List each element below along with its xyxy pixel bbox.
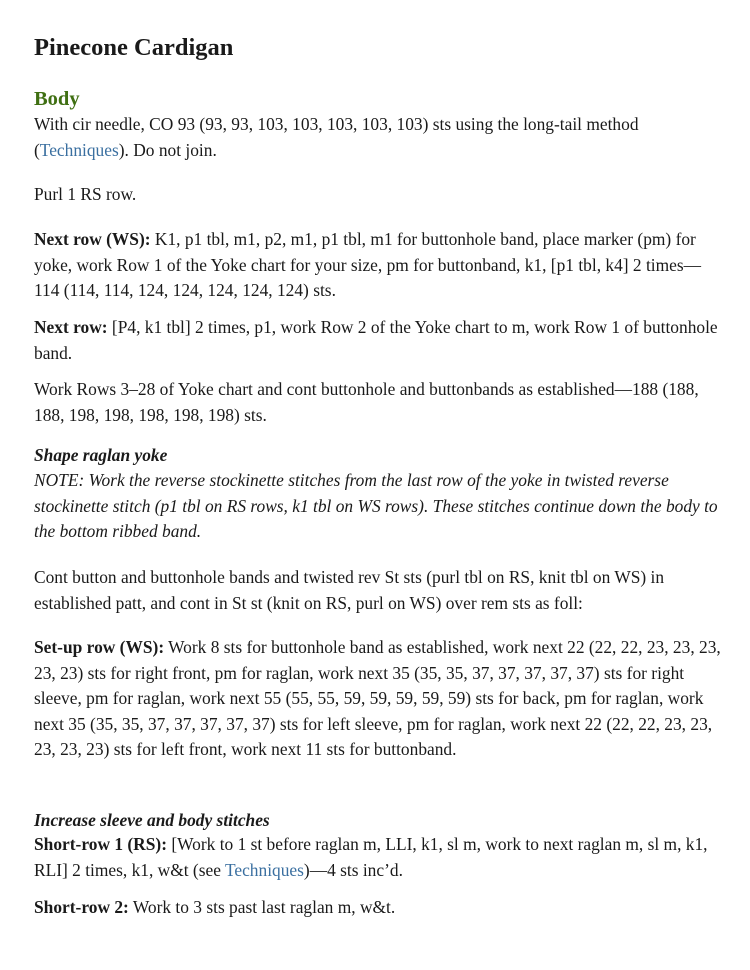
raglan-heading: Shape raglan yoke	[34, 445, 168, 465]
raglan-note: NOTE: Work the reverse stockinette stitches from the last row of the yoke in twisted reverse stockinette stitch (p1 tbl on RS rows, k1 tbl on WS rows). These stitches continue down the body to the bottom ribbed band.	[34, 470, 718, 542]
next-row-label: Next row:	[34, 317, 108, 337]
next-row-text: [P4, k1 tbl] 2 times, p1, work Row 2 of the Yoke chart to m, work Row 1 of buttonhole band.	[34, 317, 718, 363]
cast-on-text: With cir needle, CO 93 (93, 93, 103, 103, 103, 103, 103) sts using the long-tail method (	[34, 114, 639, 160]
page-title: Pinecone Cardigan	[34, 34, 234, 61]
cast-on-text-end: ). Do not join.	[118, 139, 217, 160]
short-row-1-text-end: )—4 sts inc’d.	[303, 859, 403, 880]
work-rows-paragraph: Work Rows 3–28 of Yoke chart and cont buttonhole and buttonbands as established—188 (188, 188, 198, 198, 198, 198, 198) sts.	[34, 379, 699, 425]
techniques-link[interactable]: Techniques	[39, 139, 119, 160]
setup-row-label: Set-up row (WS):	[34, 637, 165, 657]
next-row-paragraph	[34, 315, 722, 366]
techniques-link-2[interactable]: Techniques	[224, 859, 304, 880]
short-row-2-label: Short-row 2:	[34, 897, 129, 917]
short-row-1-label: Short-row 1 (RS):	[34, 834, 167, 854]
section-heading-body: Body	[34, 88, 80, 110]
cont-bands-paragraph: Cont button and buttonhole bands and twisted rev St sts (purl tbl on RS, knit tbl on WS) in established patt, and cont in St st (knit on RS, purl on WS) over rem sts as foll:	[34, 567, 665, 613]
short-row-1-paragraph	[34, 832, 722, 883]
setup-row-paragraph	[34, 635, 722, 763]
next-row-ws-label: Next row (WS):	[34, 229, 151, 249]
setup-row-text: Work 8 sts for buttonhole band as established, work next 22 (22, 22, 23, 23, 23, 23, 23) sts for right front, pm for raglan, work next 35 (35, 35, 37, 37, 37, 37, 37) sts for right sleeve, pm for raglan, work next 55 (55, 55, 59, 59, 59, 59, 59) sts for back, pm for raglan, work next 35 (35, 35, 37, 37, 37, 37, 37) sts for left sleeve, pm for raglan, work next 22 (22, 22, 23, 23, 23, 23, 23) sts for left front, work next 11 sts for buttonband.	[34, 637, 721, 760]
purl-row-paragraph: Purl 1 RS row.	[34, 184, 137, 204]
short-row-2-text: Work to 3 sts past last raglan m, w&t.	[128, 897, 396, 917]
next-row-ws-text: K1, p1 tbl, m1, p2, m1, p1 tbl, m1 for buttonhole band, place marker (pm) for yoke, work Row 1 of the Yoke chart for your size, pm for buttonband, k1, [p1 tbl, k4] 2 times—114 (114, 114, 124, 124, 124, 124, 124) sts.	[34, 229, 702, 301]
increase-heading: Increase sleeve and body stitches	[34, 810, 270, 830]
cast-on-paragraph	[34, 112, 722, 163]
short-row-2-paragraph	[34, 895, 722, 921]
short-row-1-text: [Work to 1 st before raglan m, LLI, k1, sl m, work to next raglan m, sl m, k1, RLI] 2 times, k1, w&t (see	[34, 834, 708, 880]
next-row-ws-paragraph	[34, 227, 722, 304]
